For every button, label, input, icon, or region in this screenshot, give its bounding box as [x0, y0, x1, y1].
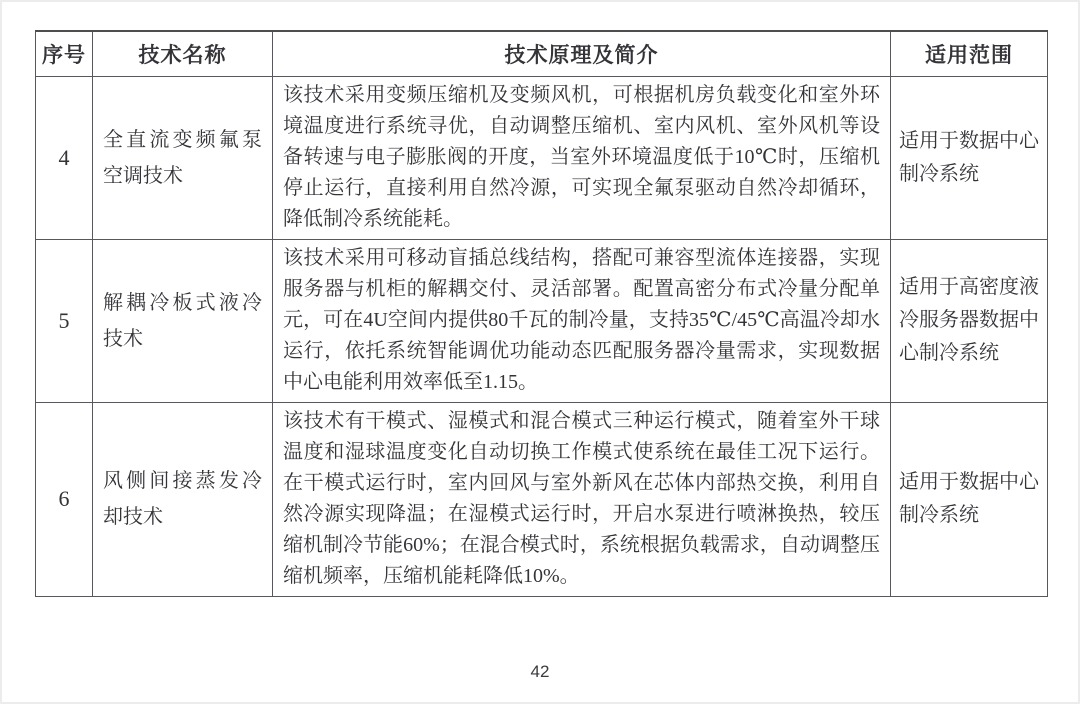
- table-row: [36, 402, 1048, 596]
- header-tech-name: 技术名称: [93, 31, 273, 76]
- table-row: [36, 76, 1048, 239]
- principle-cell: 该技术采用变频压缩机及变频风机，可根据机房负载变化和室外环境温度进行系统寻优，自动调整压缩机、室内风机、室外风机等设备转速与电子膨胀阀的开度，当室外环境温度低于10℃时，压缩机停止运行，直接利用自然冷源，可实现全氟泵驱动自然冷却循环，降低制冷系统能耗。: [273, 76, 891, 239]
- header-principle: 技术原理及简介: [273, 31, 891, 76]
- tech-name-cell: 风侧间接蒸发冷却技术: [93, 402, 273, 596]
- page-number: 42: [530, 662, 550, 681]
- scope-cell: 适用于数据中心制冷系统: [891, 76, 1048, 239]
- technology-table: [35, 30, 1048, 597]
- scope-cell: 适用于高密度液冷服务器数据中心制冷系统: [891, 239, 1048, 402]
- tech-name-cell: 全直流变频氟泵空调技术: [93, 76, 273, 239]
- row-index-cell: 5: [36, 239, 93, 402]
- principle-cell: 该技术有干模式、湿模式和混合模式三种运行模式，随着室外干球温度和湿球温度变化自动切换工作模式使系统在最佳工况下运行。在干模式运行时，室内回风与室外新风在芯体内部热交换，利用自然冷源实现降温；在湿模式运行时，开启水泵进行喷淋换热，较压缩机制冷节能60%；在混合模式时，系统根据负载需求，自动调整压缩机频率，压缩机能耗降低10%。: [273, 402, 891, 596]
- scope-cell: 适用于数据中心制冷系统: [891, 402, 1048, 596]
- principle-cell: 该技术采用可移动盲插总线结构，搭配可兼容型流体连接器，实现服务器与机柜的解耦交付、灵活部署。配置高密分布式冷量分配单元，可在4U空间内提供80千瓦的制冷量，支持35℃/45℃高温冷却水运行，依托系统智能调优功能动态匹配服务器冷量需求，实现数据中心电能利用效率低至1.15。: [273, 239, 891, 402]
- header-scope: 适用范围: [891, 31, 1048, 76]
- tech-name-cell: 解耦冷板式液冷技术: [93, 239, 273, 402]
- table-header-row: [36, 31, 1048, 76]
- header-index: 序号: [36, 31, 93, 76]
- row-index-cell: 6: [36, 402, 93, 596]
- table-row: [36, 239, 1048, 402]
- row-index-cell: 4: [36, 76, 93, 239]
